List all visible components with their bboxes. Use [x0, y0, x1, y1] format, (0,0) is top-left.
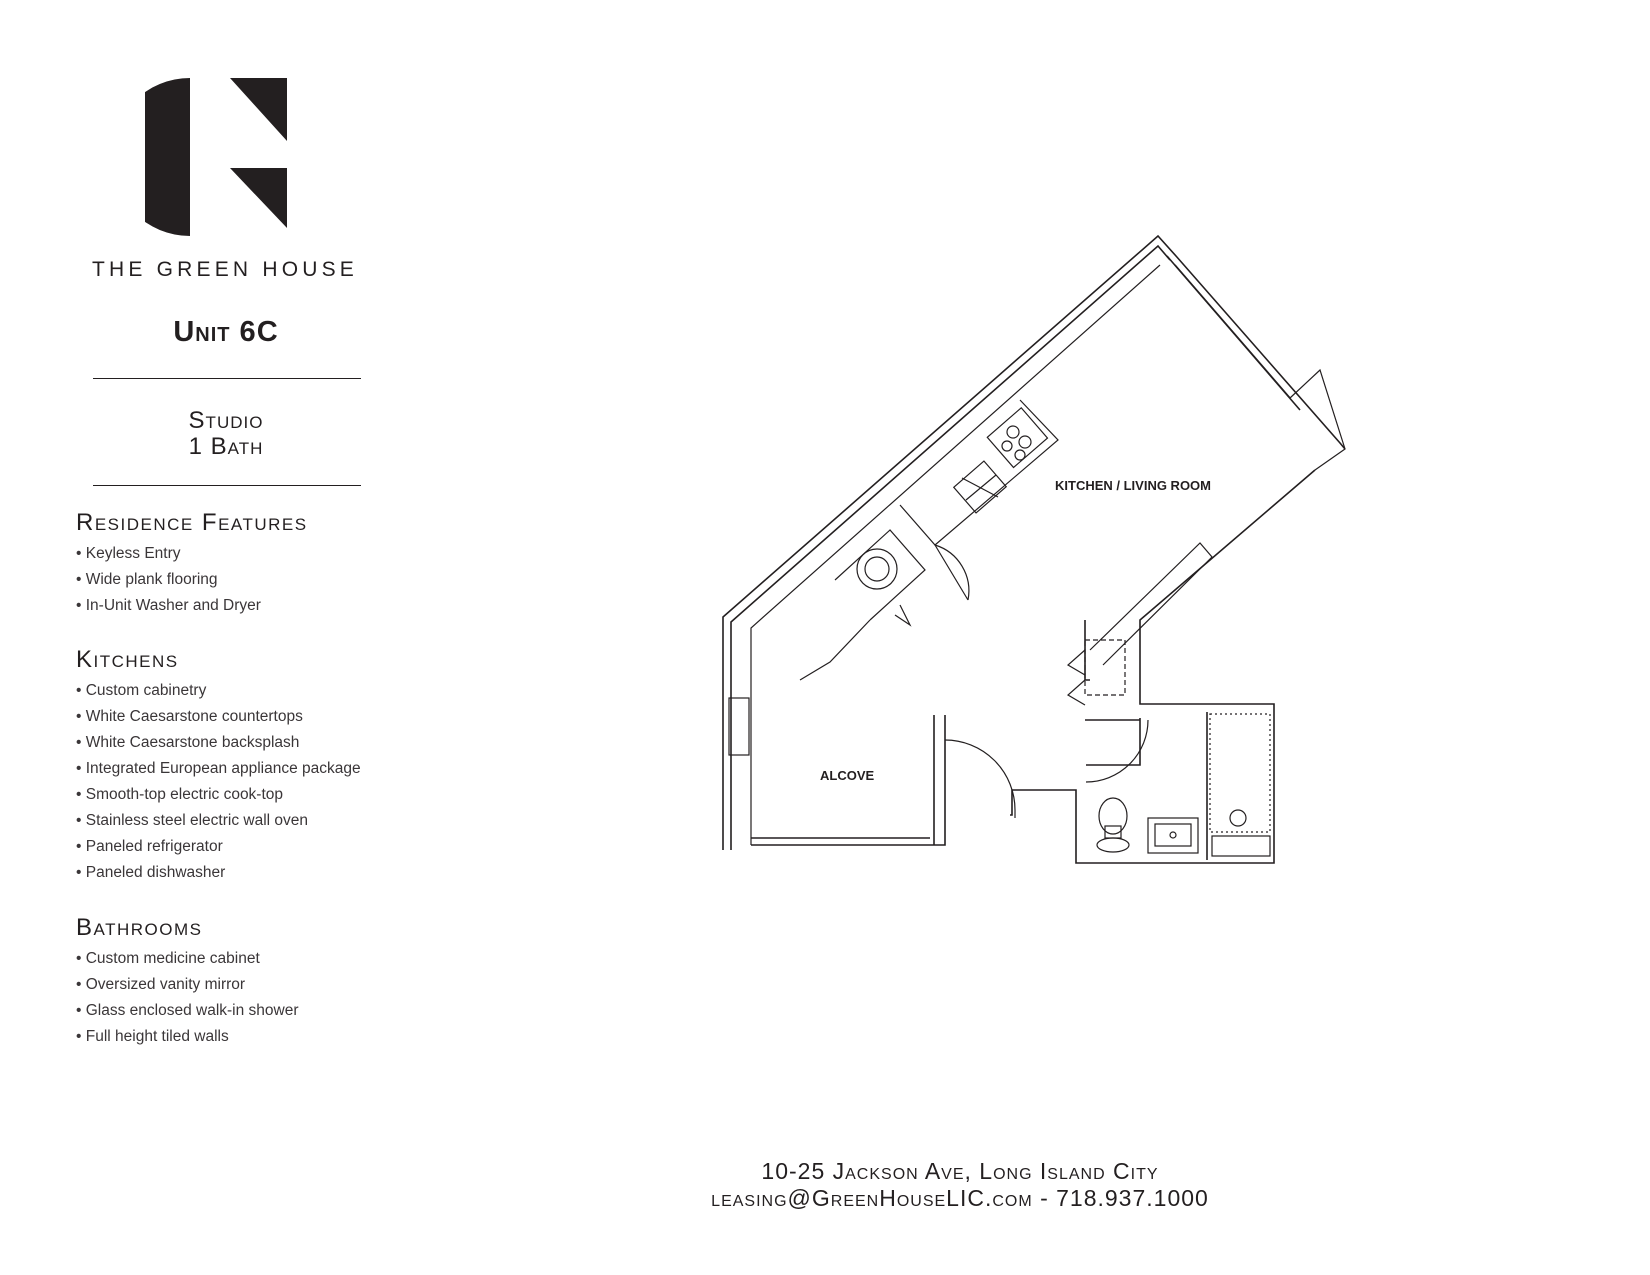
feature-list [76, 678, 456, 886]
sidebar [0, 0, 460, 1275]
window-bars [1090, 543, 1212, 665]
footer-address: 10-25 Jackson Ave, Long Island City [761, 1158, 1159, 1184]
feature-item: • White Caesarstone backsplash [76, 730, 456, 756]
entry-door [945, 740, 1015, 818]
section-title: Bathrooms [76, 914, 203, 941]
feature-item: • Custom cabinetry [76, 678, 456, 704]
unit-type-line1: Studio [188, 407, 264, 434]
feature-item: • Glass enclosed walk-in shower [76, 998, 456, 1024]
washer-dryer [800, 530, 925, 680]
closet [1068, 640, 1125, 705]
unit-title: Unit 6C [173, 316, 279, 348]
feature-item: • Stainless steel electric wall oven [76, 808, 456, 834]
section-title: Residence Features [76, 509, 308, 536]
feature-item: • Paneled dishwasher [76, 860, 456, 886]
room-labels [820, 478, 1211, 783]
feature-item: • Keyless Entry [76, 541, 456, 567]
kitchens-section [76, 646, 456, 886]
feature-item: • In-Unit Washer and Dryer [76, 593, 456, 619]
footer-email-phone: leasing@GreenHouseLIC.com - 718.937.1000 [711, 1185, 1209, 1211]
feature-list [76, 541, 456, 619]
feature-list [76, 946, 456, 1050]
divider [93, 485, 361, 486]
feature-item: • Oversized vanity mirror [76, 972, 456, 998]
room-label-kitchen-living: KITCHEN / LIVING ROOM [1055, 478, 1211, 493]
unit-type [90, 408, 362, 460]
divider [93, 378, 361, 379]
kitchen-counter [900, 400, 1058, 600]
footer-contact [640, 1158, 1280, 1212]
feature-item: • Paneled refrigerator [76, 834, 456, 860]
feature-item: • White Caesarstone countertops [76, 704, 456, 730]
feature-item: • Integrated European appliance package [76, 756, 456, 782]
feature-item: • Full height tiled walls [76, 1024, 456, 1050]
section-title: Kitchens [76, 646, 179, 673]
residence-features-section [76, 509, 456, 619]
floor-plan [700, 225, 1350, 870]
feature-item: • Smooth-top electric cook-top [76, 782, 456, 808]
bathrooms-section [76, 914, 456, 1050]
brand-name: THE GREEN HOUSE [91, 258, 359, 281]
feature-item: • Custom medicine cabinet [76, 946, 456, 972]
room-label-alcove: ALCOVE [820, 768, 875, 783]
feature-item: • Wide plank flooring [76, 567, 456, 593]
unit-type-line2: 1 Bath [188, 433, 264, 460]
bathroom-fixtures [1097, 714, 1270, 856]
exterior-walls [723, 236, 1345, 850]
bathroom-door [1086, 720, 1148, 782]
gh-logo-icon [145, 78, 295, 236]
